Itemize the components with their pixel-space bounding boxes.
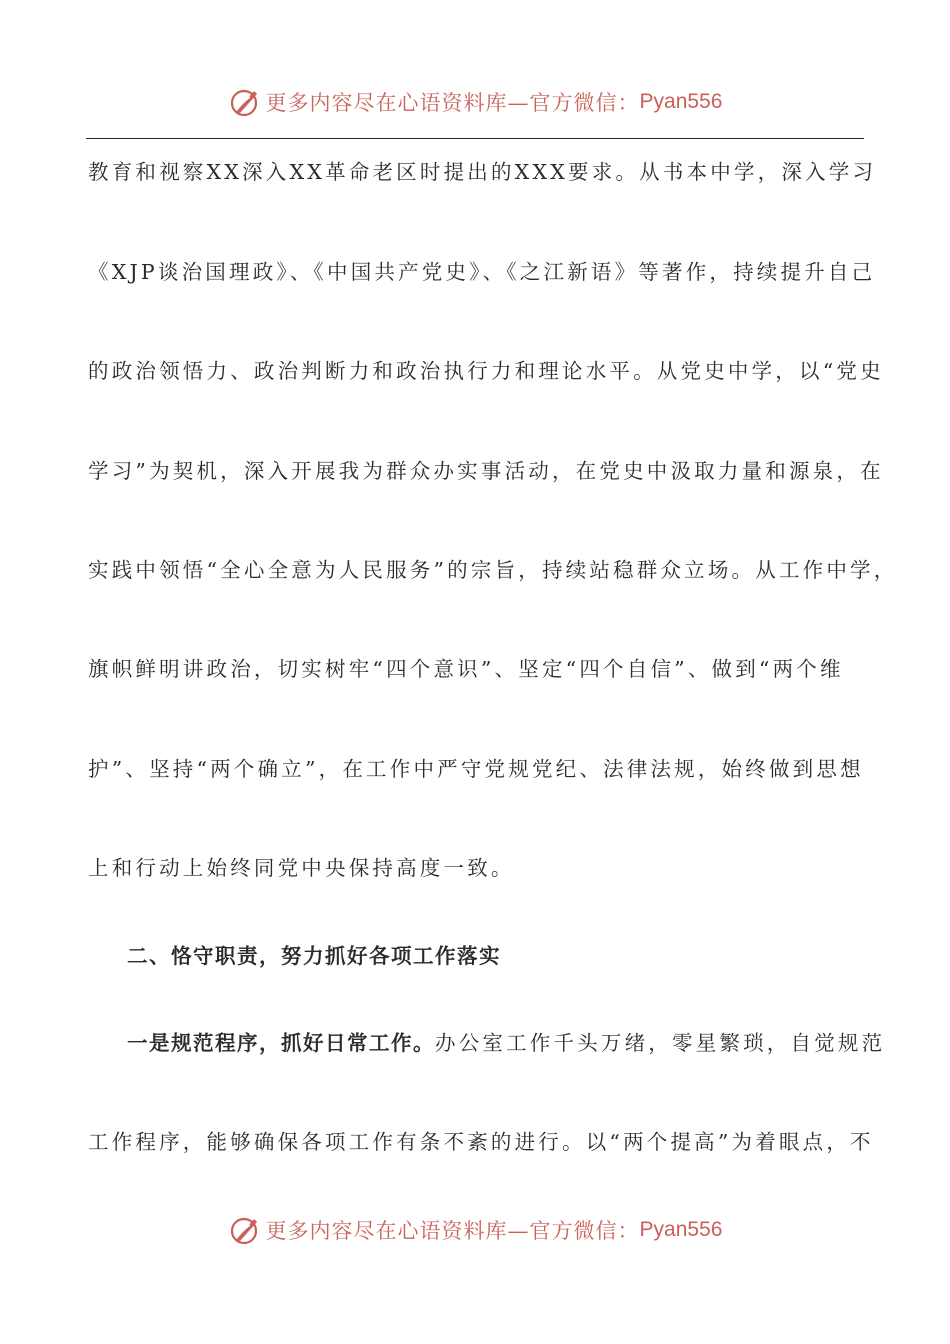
quill-pen-circle-icon <box>228 85 262 119</box>
header-watermark-banner <box>0 82 950 122</box>
item-one-line <box>127 1029 917 1057</box>
banner-text: 更多内容尽在心语资料库—官方微信： <box>265 91 640 115</box>
wechat-id: Pyan556 <box>639 90 723 113</box>
banner-text: 更多内容尽在心语资料库—官方微信： <box>265 1219 640 1243</box>
body-line: 上和行动上始终同党中央保持高度一致。 <box>88 856 515 880</box>
quill-pen-circle-icon <box>228 1213 262 1247</box>
item-one-lead: 一是规范程序，抓好日常工作。 <box>127 1031 435 1055</box>
body-line: 工作程序，能够确保各项工作有条不紊的进行。以“两个提高”为着眼点，不 <box>88 1130 874 1154</box>
section-heading: 二、恪守职责，努力抓好各项工作落实 <box>127 944 501 968</box>
body-line: 实践中领悟“全心全意为人民服务”的宗旨，持续站稳群众立场。从工作中学， <box>88 558 898 582</box>
body-line: 护”、坚持“两个确立”，在工作中严守党规党纪、法律法规，始终做到思想 <box>88 757 864 781</box>
header-divider <box>86 138 864 139</box>
wechat-id: Pyan556 <box>639 1218 723 1241</box>
item-one-text: 办公室工作千头万绪，零星繁琐，自觉规范 <box>435 1031 886 1055</box>
body-line: 的政治领悟力、政治判断力和政治执行力和理论水平。从党史中学，以“党史 <box>88 359 884 383</box>
body-line: 学习”为契机，深入开展我为群众办实事活动，在党史中汲取力量和源泉，在 <box>88 459 884 483</box>
footer-watermark-banner <box>0 1210 950 1250</box>
body-line: 旗帜鲜明讲政治，切实树牢“四个意识”、坚定“四个自信”、做到“两个维 <box>88 657 844 681</box>
body-line: 教育和视察XX深入XX革命老区时提出的XXX要求。从书本中学，深入学习 <box>88 160 877 184</box>
body-line: 《XJP谈治国理政》、《中国共产党史》、《之江新语》等著作，持续提升自己 <box>88 260 876 284</box>
